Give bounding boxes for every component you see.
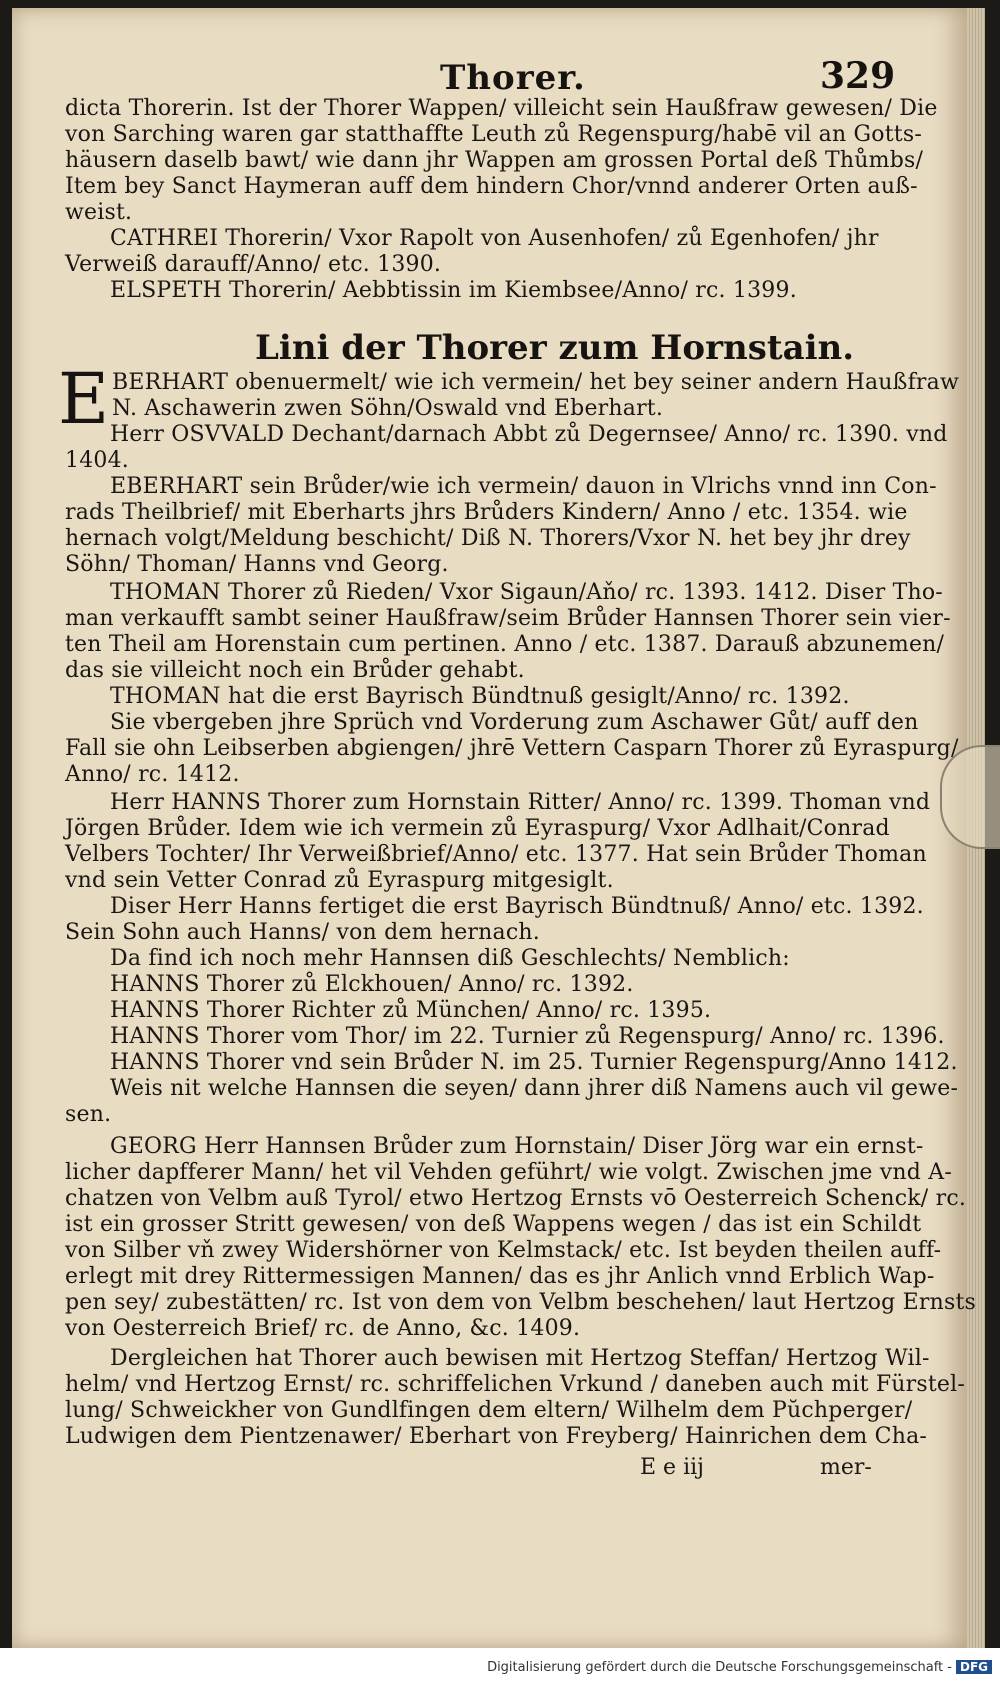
text-line: von Sarching waren gar statthaffte Leuth zů Regenspurg/habē vil an Gotts- [65,122,922,147]
footer-strip [0,1648,1000,1681]
text-line: Dergleichen hat Thorer auch bewisen mit Hertzog Steffan/ Hertzog Wil- [110,1346,930,1371]
text-line: Da find ich noch mehr Hannsen diß Geschlechts/ Nemblich: [110,946,790,971]
text-line: man verkaufft sambt seiner Haußfraw/seim Brůder Hannsen Thorer sein vier- [65,606,951,631]
text-line: BERHART obenuermelt/ wie ich vermein/ het bey seiner andern Haußfraw [112,370,959,395]
text-line: Herr OSVVALD Dechant/darnach Abbt zů Degernsee/ Anno/ rc. 1390. vnd [110,422,948,447]
text-line: helm/ vnd Hertzog Ernst/ rc. schriffelichen Vrkund / daneben auch mit Fürstel- [65,1372,966,1397]
text-line: von Oesterreich Brief/ rc. de Anno, &c. 1409. [65,1316,581,1341]
text-line: häusern daselb bawt/ wie dann jhr Wappen am grossen Portal deß Thůmbs/ [65,148,924,173]
catchword: mer- [820,1455,872,1480]
text-line: HANNS Thorer vom Thor/ im 22. Turnier zů Regenspurg/ Anno/ rc. 1396. [110,1024,945,1049]
text-line: lung/ Schweickher von Gundlfingen dem eltern/ Wilhelm dem Pŭchperger/ [65,1398,913,1423]
text-line: pen sey/ zubestätten/ rc. Ist von dem von Velbm beschehen/ laut Hertzog Ernsts [65,1290,976,1315]
signature-mark: E e iij [640,1455,704,1480]
text-line: Söhn/ Thoman/ Hanns vnd Georg. [65,552,449,577]
text-line: Item bey Sanct Haymeran auff dem hindern Chor/vnnd anderer Orten auß- [65,174,918,199]
text-line: Ludwigen dem Pientzenawer/ Eberhart von Freyberg/ Hainrichen dem Cha- [65,1424,928,1449]
text-line: THOMAN hat die erst Bayrisch Bündtnuß gesiglt/Anno/ rc. 1392. [110,684,850,709]
text-line: Anno/ rc. 1412. [65,762,240,787]
text-line: ist ein grosser Stritt gewesen/ von deß Wappens wegen / das ist ein Schildt [65,1212,922,1237]
running-head: Thorer. [440,58,586,98]
text-line: rads Theilbrief/ mit Eberharts jhrs Brůders Kindern/ Anno / etc. 1354. wie [65,500,908,525]
page-number: 329 [820,55,896,97]
text-line: das sie villeicht noch ein Brůder gehabt. [65,658,525,683]
text-line: HANNS Thorer Richter zů München/ Anno/ rc. 1395. [110,998,712,1023]
dfg-logo: DFG [956,1660,992,1674]
text-line: dicta Thorerin. Ist der Thorer Wappen/ villeicht sein Haußfraw gewesen/ Die [65,96,938,121]
text-line: Jörgen Brůder. Idem wie ich vermein zů Eyraspurg/ Vxor Adlhait/Conrad [65,816,890,841]
text-line: Verweiß darauff/Anno/ etc. 1390. [65,252,442,277]
text-line: sen. [65,1102,112,1127]
text-line: N. Aschawerin zwen Söhn/Oswald vnd Eberhart. [112,396,664,421]
text-line: chatzen von Velbm auß Tyrol/ etwo Hertzog Ernsts vō Oesterreich Schenck/ rc. [65,1186,967,1211]
text-line: Fall sie ohn Leibserben abgiengen/ jhrē Vettern Casparn Thorer zů Eyraspurg/ [65,736,959,761]
credit-text: Digitalisierung gefördert durch die Deutsche Forschungsgemeinschaft - [487,1660,952,1675]
text-line: HANNS Thorer vnd sein Brůder N. im 25. Turnier Regenspurg/Anno 1412. [110,1050,958,1075]
text-line: Herr HANNS Thorer zum Hornstain Ritter/ Anno/ rc. 1399. Thoman vnd [110,790,931,815]
text-line: 1404. [65,448,129,473]
text-line: hernach volgt/Meldung beschicht/ Diß N. Thorers/Vxor N. het bey jhr drey [65,526,911,551]
text-line: HANNS Thorer zů Elckhouen/ Anno/ rc. 1392. [110,972,634,997]
section-heading: Lini der Thorer zum Hornstain. [255,328,855,368]
text-line: Sein Sohn auch Hanns/ von dem hernach. [65,920,540,945]
text-line: weist. [65,200,133,225]
text-line: THOMAN Thorer zů Rieden/ Vxor Sigaun/Aňo/ rc. 1393. 1412. Diser Tho- [110,580,943,605]
text-line: CATHREI Thorerin/ Vxor Rapolt von Ausenhofen/ zů Egenhofen/ jhr [110,226,879,251]
text-line: ten Theil am Horenstain cum pertinen. Anno / etc. 1387. Darauß abzunemen/ [65,632,945,657]
text-line: Sie vbergeben jhre Sprüch vnd Vorderung zum Aschawer Gůt/ auff den [110,710,919,735]
funding-credit [487,1660,992,1675]
text-line: Weis nit welche Hannsen die seyen/ dann jhrer diß Namens auch vil gewe- [110,1076,959,1101]
text-line: EBERHART sein Brůder/wie ich vermein/ dauon in Vlrichs vnnd inn Con- [110,474,937,499]
text-line: vnd sein Vetter Conrad zů Eyraspurg mitgesiglt. [65,868,614,893]
text-line: erlegt mit drey Rittermessigen Mannen/ das es jhr Anlich vnnd Erblich Wap- [65,1264,935,1289]
text-line: von Silber vň zwey Widershörner von Kelmstack/ etc. Ist beyden theilen auff- [65,1238,942,1263]
text-line: licher dapfferer Mann/ het vil Vehden geführt/ wie volgt. Zwischen jme vnd A- [65,1160,952,1185]
text-line: GEORG Herr Hannsen Brůder zum Hornstain/ Diser Jörg war ein ernst- [110,1134,924,1159]
text-line: Velbers Tochter/ Ihr Verweißbrief/Anno/ etc. 1377. Hat sein Brůder Thoman [65,842,927,867]
text-line: ELSPETH Thorerin/ Aebbtissin im Kiembsee/Anno/ rc. 1399. [110,278,797,303]
drop-capital: E [58,358,110,440]
text-line: Diser Herr Hanns fertiget die erst Bayrisch Bündtnuß/ Anno/ etc. 1392. [110,894,924,919]
